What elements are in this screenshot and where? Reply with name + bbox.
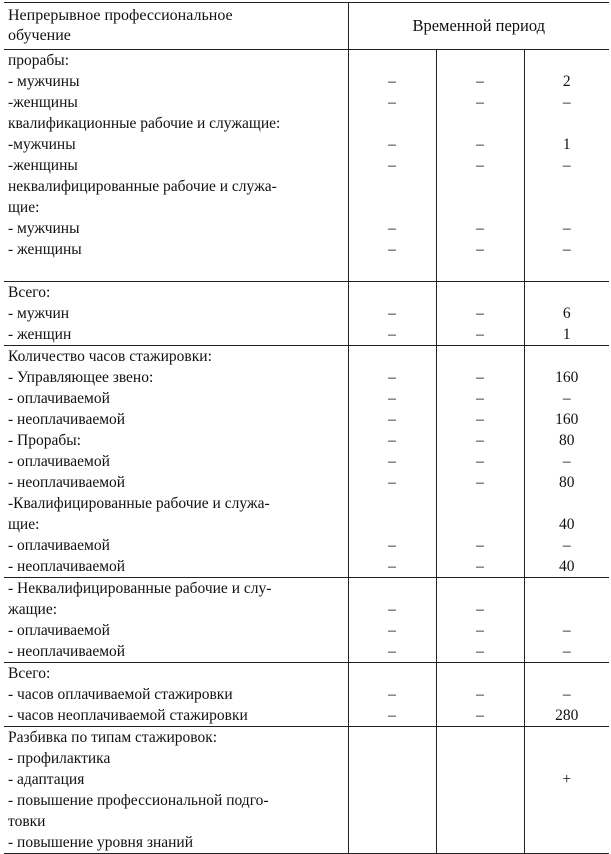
block-values-cell bbox=[436, 663, 524, 727]
row-value: – bbox=[476, 220, 484, 237]
row-value bbox=[525, 176, 610, 197]
row-label: - адаптация bbox=[8, 771, 85, 788]
row-value: – bbox=[476, 643, 484, 660]
row-label: неквалифицированные рабочие и служа- bbox=[8, 178, 277, 195]
block-values-cell bbox=[436, 346, 524, 578]
block-values-cell bbox=[348, 50, 436, 282]
row-value bbox=[349, 197, 436, 218]
row-value bbox=[437, 790, 524, 811]
row-label: щие: bbox=[8, 516, 40, 533]
row-label: Всего: bbox=[8, 284, 51, 301]
row-value: – bbox=[476, 390, 484, 407]
row-label: -мужчины bbox=[8, 136, 76, 153]
row-value: 160 bbox=[555, 411, 579, 428]
row-label: щие: bbox=[8, 199, 40, 216]
table-block bbox=[4, 578, 609, 663]
row-value: – bbox=[476, 73, 484, 90]
row-value: 160 bbox=[555, 369, 579, 386]
row-label: - оплачиваемой bbox=[8, 537, 110, 554]
row-value: – bbox=[388, 601, 396, 618]
row-label: - Неквалифицированные рабочие и слу- bbox=[8, 580, 272, 597]
row-label: - оплачиваемой bbox=[8, 622, 110, 639]
row-value bbox=[437, 663, 524, 684]
row-value: – bbox=[388, 390, 396, 407]
block-values-cell bbox=[436, 727, 524, 854]
row-value: 280 bbox=[555, 707, 579, 724]
row-value: – bbox=[476, 622, 484, 639]
block-labels-cell bbox=[4, 282, 348, 346]
row-value bbox=[349, 748, 436, 769]
table-header-row bbox=[4, 3, 609, 50]
row-value: – bbox=[388, 411, 396, 428]
row-label: - женщин bbox=[8, 326, 72, 343]
row-value bbox=[437, 176, 524, 197]
row-label: - повышение уровня знаний bbox=[8, 834, 194, 851]
row-value: – bbox=[476, 326, 484, 343]
row-value: – bbox=[562, 241, 571, 258]
row-value: 80 bbox=[559, 432, 575, 449]
row-value: 2 bbox=[562, 73, 571, 90]
header-activity-line1: Непрерывное профессиональное bbox=[8, 7, 233, 24]
row-value: – bbox=[388, 220, 396, 237]
row-value: – bbox=[476, 305, 484, 322]
row-value bbox=[525, 578, 610, 599]
row-label: - мужчины bbox=[8, 220, 80, 237]
row-value: – bbox=[562, 390, 571, 407]
row-value: – bbox=[476, 241, 484, 258]
table-block bbox=[4, 663, 609, 727]
row-label: прорабы: bbox=[8, 52, 70, 69]
row-value bbox=[525, 599, 610, 620]
block-values-cell bbox=[524, 346, 609, 578]
row-value: – bbox=[476, 453, 484, 470]
row-value: – bbox=[562, 686, 571, 703]
block-values-cell bbox=[436, 282, 524, 346]
row-value: 1 bbox=[562, 136, 571, 153]
row-value bbox=[525, 113, 610, 134]
row-value: – bbox=[388, 136, 396, 153]
block-values-cell bbox=[436, 578, 524, 663]
row-label: - мужчин bbox=[8, 305, 70, 322]
row-label: товки bbox=[8, 813, 46, 830]
row-value: 1 bbox=[562, 326, 571, 343]
row-value: – bbox=[562, 453, 571, 470]
row-value bbox=[349, 811, 436, 832]
row-value: – bbox=[388, 432, 396, 449]
row-value bbox=[437, 493, 524, 514]
row-value: – bbox=[476, 136, 484, 153]
row-value bbox=[437, 769, 524, 790]
row-value: – bbox=[388, 686, 396, 703]
row-value: – bbox=[388, 537, 396, 554]
block-values-cell bbox=[436, 50, 524, 282]
row-value: – bbox=[388, 453, 396, 470]
row-value bbox=[349, 493, 436, 514]
row-value: – bbox=[388, 157, 396, 174]
row-value: 40 bbox=[559, 558, 575, 575]
row-value: 80 bbox=[559, 474, 575, 491]
row-value: – bbox=[562, 537, 571, 554]
row-value bbox=[525, 663, 610, 684]
row-value: – bbox=[388, 241, 396, 258]
row-value bbox=[349, 727, 436, 748]
block-values-cell bbox=[348, 346, 436, 578]
block-labels-cell bbox=[4, 663, 348, 727]
row-value: – bbox=[388, 474, 396, 491]
row-value bbox=[349, 50, 436, 71]
table-block bbox=[4, 50, 609, 282]
row-value bbox=[349, 176, 436, 197]
header-activity-line2: обучение bbox=[8, 27, 71, 44]
row-value bbox=[525, 260, 610, 281]
row-value: 40 bbox=[559, 516, 575, 533]
row-value bbox=[437, 50, 524, 71]
block-labels-cell bbox=[4, 346, 348, 578]
row-value: – bbox=[476, 369, 484, 386]
block-labels-cell bbox=[4, 50, 348, 282]
table-block bbox=[4, 282, 609, 346]
row-value bbox=[525, 790, 610, 811]
row-value bbox=[349, 578, 436, 599]
row-value bbox=[349, 260, 436, 281]
row-value: – bbox=[476, 432, 484, 449]
row-value bbox=[349, 282, 436, 303]
block-values-cell bbox=[524, 578, 609, 663]
row-value bbox=[525, 346, 610, 367]
row-value bbox=[437, 282, 524, 303]
row-value bbox=[349, 514, 436, 535]
row-value bbox=[525, 727, 610, 748]
row-value bbox=[349, 769, 436, 790]
row-value bbox=[525, 493, 610, 514]
row-label: Разбивка по типам стажировок: bbox=[8, 729, 218, 746]
row-value bbox=[437, 811, 524, 832]
row-value bbox=[525, 748, 610, 769]
row-value: – bbox=[476, 474, 484, 491]
row-value bbox=[525, 50, 610, 71]
row-value: – bbox=[388, 326, 396, 343]
row-label: - неоплачиваемой bbox=[8, 411, 126, 428]
row-label: - часов оплачиваемой стажировки bbox=[8, 686, 233, 703]
row-label: - мужчины bbox=[8, 73, 80, 90]
row-value: – bbox=[562, 94, 571, 111]
row-label: - женщины bbox=[8, 241, 82, 258]
row-label: - неоплачиваемой bbox=[8, 474, 126, 491]
row-label: Количество часов стажировки: bbox=[8, 348, 212, 365]
row-label: - неоплачиваемой bbox=[8, 643, 126, 660]
row-value bbox=[437, 578, 524, 599]
row-value bbox=[437, 748, 524, 769]
block-values-cell bbox=[348, 578, 436, 663]
row-value: + bbox=[562, 771, 572, 788]
row-value: – bbox=[388, 558, 396, 575]
row-value bbox=[349, 790, 436, 811]
row-label: Всего: bbox=[8, 665, 51, 682]
row-label: квалификационные рабочие и служащие: bbox=[8, 115, 281, 132]
block-values-cell bbox=[524, 727, 609, 854]
row-label: -женщины bbox=[8, 94, 78, 111]
row-value: – bbox=[388, 305, 396, 322]
row-value: 6 bbox=[562, 305, 571, 322]
row-value bbox=[525, 282, 610, 303]
header-activity bbox=[4, 3, 348, 50]
row-value: – bbox=[476, 601, 484, 618]
row-label: жащие: bbox=[8, 601, 58, 618]
row-value: – bbox=[388, 94, 396, 111]
block-labels-cell bbox=[4, 578, 348, 663]
row-value bbox=[349, 113, 436, 134]
row-label: - Прорабы: bbox=[8, 432, 81, 449]
block-values-cell bbox=[348, 282, 436, 346]
block-labels-cell bbox=[4, 727, 348, 854]
row-label: - оплачиваемой bbox=[8, 453, 110, 470]
row-value: – bbox=[562, 220, 571, 237]
row-label: - неоплачиваемой bbox=[8, 558, 126, 575]
row-value: – bbox=[388, 369, 396, 386]
row-value bbox=[437, 727, 524, 748]
row-label: - Управляющее звено: bbox=[8, 369, 154, 386]
row-value: – bbox=[476, 537, 484, 554]
row-value bbox=[349, 663, 436, 684]
row-label: -женщины bbox=[8, 157, 78, 174]
row-value bbox=[437, 514, 524, 535]
row-value: – bbox=[388, 643, 396, 660]
row-value: – bbox=[562, 157, 571, 174]
row-value bbox=[437, 197, 524, 218]
row-label: - профилактика bbox=[8, 750, 111, 767]
row-label bbox=[8, 260, 348, 281]
row-value bbox=[437, 260, 524, 281]
row-value: – bbox=[562, 643, 571, 660]
row-value: – bbox=[562, 622, 571, 639]
row-value bbox=[349, 346, 436, 367]
row-value bbox=[525, 197, 610, 218]
row-label: - часов неоплачиваемой стажировки bbox=[8, 707, 248, 724]
block-values-cell bbox=[524, 663, 609, 727]
block-values-cell bbox=[348, 727, 436, 854]
row-label: - повышение профессиональной подго- bbox=[8, 792, 269, 809]
row-value bbox=[437, 346, 524, 367]
row-value: – bbox=[476, 707, 484, 724]
training-table bbox=[4, 2, 609, 854]
row-value: – bbox=[388, 622, 396, 639]
block-values-cell bbox=[524, 50, 609, 282]
row-value: – bbox=[476, 157, 484, 174]
row-value: – bbox=[388, 73, 396, 90]
row-value bbox=[437, 113, 524, 134]
table-block bbox=[4, 346, 609, 578]
row-value: – bbox=[476, 686, 484, 703]
header-period: Временной период bbox=[348, 3, 609, 50]
row-label: -Квалифицированные рабочие и служа- bbox=[8, 495, 270, 512]
row-label: - оплачиваемой bbox=[8, 390, 110, 407]
table-block bbox=[4, 727, 609, 854]
block-values-cell bbox=[524, 282, 609, 346]
block-values-cell bbox=[348, 663, 436, 727]
row-value: – bbox=[476, 94, 484, 111]
row-value bbox=[525, 811, 610, 832]
row-value: – bbox=[476, 411, 484, 428]
row-value: – bbox=[388, 707, 396, 724]
row-value: – bbox=[476, 558, 484, 575]
